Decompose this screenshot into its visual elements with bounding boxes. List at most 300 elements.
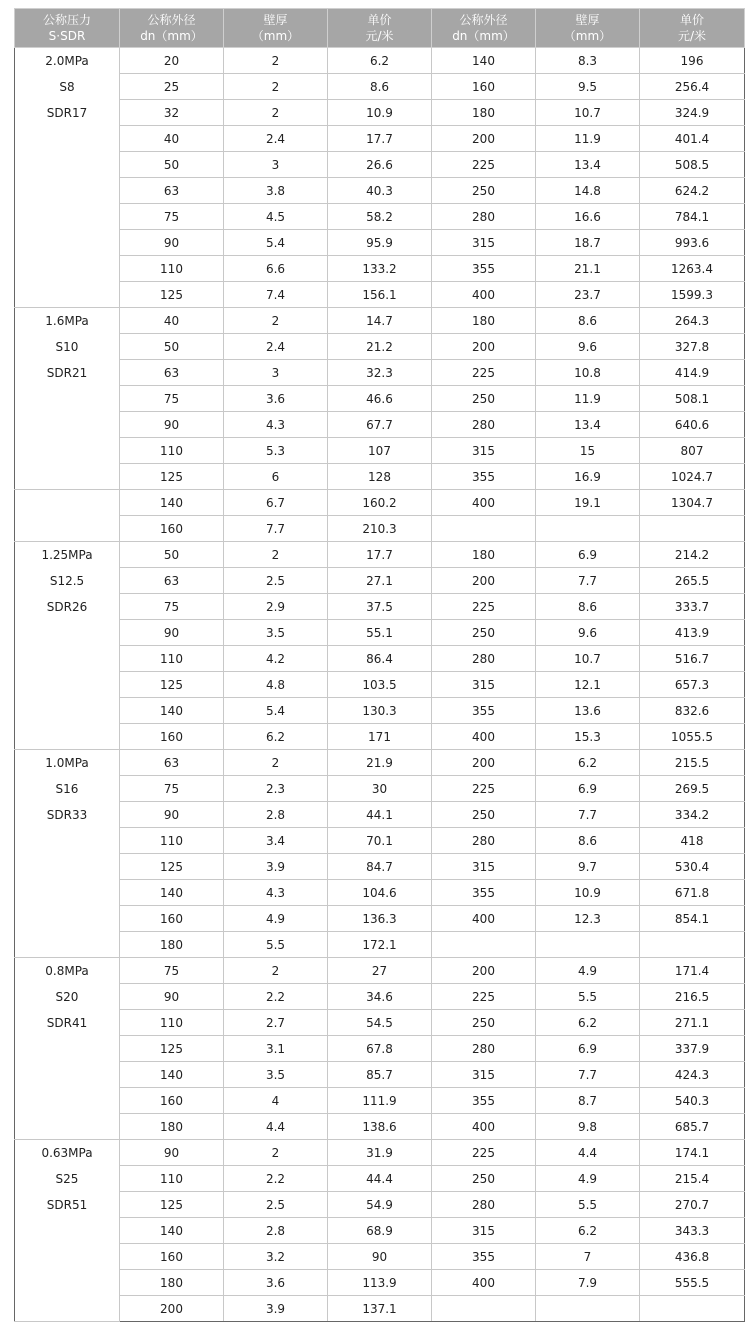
unit-price-cell: 111.9: [328, 1088, 432, 1114]
unit-price-cell-2: 196: [640, 48, 745, 74]
table-row: [15, 204, 745, 230]
table-row: [15, 178, 745, 204]
unit-price-cell-2: 215.5: [640, 750, 745, 776]
table-row: [15, 1088, 745, 1114]
outer-diameter-cell: 50: [120, 542, 224, 568]
outer-diameter-cell: 160: [120, 516, 224, 542]
table-row: [15, 360, 745, 386]
unit-price-cell: 85.7: [328, 1062, 432, 1088]
outer-diameter-cell-2: 400: [432, 1114, 536, 1140]
pressure-group-cell: [15, 750, 120, 958]
unit-price-cell: 54.5: [328, 1010, 432, 1036]
unit-price-cell-2: 265.5: [640, 568, 745, 594]
wall-thickness-cell: 2: [224, 958, 328, 984]
wall-thickness-cell-2: 18.7: [536, 230, 640, 256]
outer-diameter-cell: 90: [120, 412, 224, 438]
unit-price-cell: 26.6: [328, 152, 432, 178]
table-row: [15, 776, 745, 802]
pressure-group-label-line: 0.63MPa: [41, 1146, 93, 1160]
wall-thickness-cell: 2.4: [224, 126, 328, 152]
wall-thickness-cell: 3.2: [224, 1244, 328, 1270]
wall-thickness-cell-2: 5.5: [536, 984, 640, 1010]
unit-price-cell-2: 324.9: [640, 100, 745, 126]
wall-thickness-cell-2: 10.9: [536, 880, 640, 906]
table-row: [15, 1218, 745, 1244]
outer-diameter-cell-2: 400: [432, 724, 536, 750]
outer-diameter-cell-2: 280: [432, 1192, 536, 1218]
unit-price-cell-2: 214.2: [640, 542, 745, 568]
wall-thickness-cell: 3.6: [224, 1270, 328, 1296]
unit-price-cell: 172.1: [328, 932, 432, 958]
wall-thickness-cell: 4.4: [224, 1114, 328, 1140]
outer-diameter-cell-2: 250: [432, 386, 536, 412]
unit-price-cell-2: 264.3: [640, 308, 745, 334]
pressure-group-label-line: S12.5: [49, 574, 85, 588]
unit-price-cell: 44.4: [328, 1166, 432, 1192]
pressure-group-label-line: S16: [55, 782, 79, 796]
outer-diameter-cell-2: 225: [432, 360, 536, 386]
unit-price-cell-2: 624.2: [640, 178, 745, 204]
unit-price-cell-2: 414.9: [640, 360, 745, 386]
unit-price-cell-2: 271.1: [640, 1010, 745, 1036]
pressure-group-cell: [15, 490, 120, 542]
wall-thickness-cell: 4.5: [224, 204, 328, 230]
wall-thickness-cell-2: 9.6: [536, 334, 640, 360]
unit-price-cell: 30: [328, 776, 432, 802]
table-row: [15, 828, 745, 854]
outer-diameter-cell-2: 280: [432, 412, 536, 438]
unit-price-cell: 84.7: [328, 854, 432, 880]
outer-diameter-cell-2: 180: [432, 100, 536, 126]
wall-thickness-cell-2: 6.9: [536, 776, 640, 802]
wall-thickness-cell-2: 7.9: [536, 1270, 640, 1296]
pressure-group-label-line: 2.0MPa: [45, 54, 89, 68]
outer-diameter-cell: 75: [120, 776, 224, 802]
outer-diameter-cell: 32: [120, 100, 224, 126]
outer-diameter-cell-2: 315: [432, 854, 536, 880]
wall-thickness-cell-2: 7.7: [536, 568, 640, 594]
wall-thickness-cell-2: 6.9: [536, 542, 640, 568]
unit-price-cell-2: 216.5: [640, 984, 745, 1010]
wall-thickness-cell-2: 13.6: [536, 698, 640, 724]
unit-price-cell-2: 555.5: [640, 1270, 745, 1296]
wall-thickness-cell: 4.3: [224, 880, 328, 906]
outer-diameter-cell: 125: [120, 1036, 224, 1062]
pressure-group-label-line: SDR26: [46, 600, 88, 614]
wall-thickness-cell: 6.6: [224, 256, 328, 282]
unit-price-cell-2: 1024.7: [640, 464, 745, 490]
outer-diameter-cell: 160: [120, 1088, 224, 1114]
pipe-price-table: [14, 8, 745, 1322]
wall-thickness-cell: 2.2: [224, 984, 328, 1010]
wall-thickness-cell-2: 7.7: [536, 1062, 640, 1088]
table-row: [15, 412, 745, 438]
unit-price-cell-2: 1599.3: [640, 282, 745, 308]
unit-price-cell: 40.3: [328, 178, 432, 204]
wall-thickness-cell-2: [536, 932, 640, 958]
table-row: [15, 1140, 745, 1166]
unit-price-cell-2: 530.4: [640, 854, 745, 880]
wall-thickness-cell: 3.6: [224, 386, 328, 412]
table-row: [15, 1270, 745, 1296]
wall-thickness-cell-2: 8.3: [536, 48, 640, 74]
wall-thickness-cell-2: 7.7: [536, 802, 640, 828]
unit-price-cell: 107: [328, 438, 432, 464]
wall-thickness-cell-2: 16.6: [536, 204, 640, 230]
wall-thickness-cell-2: 4.4: [536, 1140, 640, 1166]
wall-thickness-cell-2: 10.8: [536, 360, 640, 386]
unit-price-cell: 32.3: [328, 360, 432, 386]
wall-thickness-cell-2: 19.1: [536, 490, 640, 516]
wall-thickness-cell: 2.3: [224, 776, 328, 802]
wall-thickness-cell-2: 8.7: [536, 1088, 640, 1114]
pressure-group-cell: [15, 308, 120, 490]
unit-price-cell-2: 807: [640, 438, 745, 464]
pressure-group-label-line: S20: [55, 990, 79, 1004]
wall-thickness-cell-2: 11.9: [536, 126, 640, 152]
unit-price-cell-2: 418: [640, 828, 745, 854]
outer-diameter-cell: 125: [120, 282, 224, 308]
wall-thickness-cell: 2.7: [224, 1010, 328, 1036]
wall-thickness-cell-2: 6.2: [536, 1218, 640, 1244]
unit-price-cell: 17.7: [328, 542, 432, 568]
pressure-group-cell: [15, 48, 120, 308]
wall-thickness-cell: 6: [224, 464, 328, 490]
pressure-group-label-line: SDR41: [46, 1016, 88, 1030]
wall-thickness-cell: 3.9: [224, 1296, 328, 1322]
unit-price-cell-2: 413.9: [640, 620, 745, 646]
pressure-group-label-line: 1.0MPa: [45, 756, 89, 770]
outer-diameter-cell: 75: [120, 594, 224, 620]
wall-thickness-cell-2: 14.8: [536, 178, 640, 204]
table-row: [15, 906, 745, 932]
outer-diameter-cell: 125: [120, 672, 224, 698]
outer-diameter-cell-2: 200: [432, 126, 536, 152]
unit-price-cell-2: 685.7: [640, 1114, 745, 1140]
wall-thickness-cell-2: 9.6: [536, 620, 640, 646]
wall-thickness-cell: 5.3: [224, 438, 328, 464]
outer-diameter-cell: 63: [120, 360, 224, 386]
wall-thickness-cell-2: 4.9: [536, 958, 640, 984]
wall-thickness-cell-2: 16.9: [536, 464, 640, 490]
wall-thickness-cell: 7.7: [224, 516, 328, 542]
unit-price-cell: 133.2: [328, 256, 432, 282]
outer-diameter-cell: 75: [120, 958, 224, 984]
wall-thickness-cell-2: 13.4: [536, 152, 640, 178]
unit-price-cell: 37.5: [328, 594, 432, 620]
wall-thickness-cell-2: 8.6: [536, 308, 640, 334]
table-row: [15, 438, 745, 464]
unit-price-cell: 70.1: [328, 828, 432, 854]
table-row: [15, 256, 745, 282]
wall-thickness-cell: 2: [224, 542, 328, 568]
unit-price-cell-2: [640, 932, 745, 958]
outer-diameter-cell: 180: [120, 1114, 224, 1140]
table-row: [15, 308, 745, 334]
unit-price-cell: 58.2: [328, 204, 432, 230]
unit-price-cell: 55.1: [328, 620, 432, 646]
wall-thickness-cell: 2: [224, 48, 328, 74]
header-outer-diameter-2: 公称外径 dn（mm）: [432, 9, 536, 48]
outer-diameter-cell-2: [432, 1296, 536, 1322]
wall-thickness-cell: 4.3: [224, 412, 328, 438]
outer-diameter-cell: 140: [120, 698, 224, 724]
wall-thickness-cell: 2.4: [224, 334, 328, 360]
unit-price-cell: 44.1: [328, 802, 432, 828]
outer-diameter-cell-2: 250: [432, 802, 536, 828]
wall-thickness-cell: 2: [224, 308, 328, 334]
unit-price-cell: 34.6: [328, 984, 432, 1010]
unit-price-cell: 130.3: [328, 698, 432, 724]
wall-thickness-cell: 3.5: [224, 1062, 328, 1088]
unit-price-cell-2: 171.4: [640, 958, 745, 984]
outer-diameter-cell-2: 355: [432, 698, 536, 724]
wall-thickness-cell: 4.8: [224, 672, 328, 698]
table-row: [15, 464, 745, 490]
wall-thickness-cell-2: 12.1: [536, 672, 640, 698]
table-row: [15, 802, 745, 828]
unit-price-cell: 104.6: [328, 880, 432, 906]
wall-thickness-cell: 3.8: [224, 178, 328, 204]
outer-diameter-cell-2: 250: [432, 178, 536, 204]
outer-diameter-cell-2: 355: [432, 256, 536, 282]
wall-thickness-cell-2: 6.2: [536, 1010, 640, 1036]
table-row: [15, 516, 745, 542]
pressure-group-label-line: S10: [55, 340, 79, 354]
outer-diameter-cell: 20: [120, 48, 224, 74]
unit-price-cell: 21.9: [328, 750, 432, 776]
unit-price-cell: 17.7: [328, 126, 432, 152]
outer-diameter-cell: 90: [120, 984, 224, 1010]
outer-diameter-cell-2: 225: [432, 1140, 536, 1166]
outer-diameter-cell: 160: [120, 1244, 224, 1270]
outer-diameter-cell-2: 280: [432, 828, 536, 854]
outer-diameter-cell-2: 200: [432, 568, 536, 594]
wall-thickness-cell: 3.5: [224, 620, 328, 646]
pressure-group-label-line: 0.8MPa: [45, 964, 89, 978]
wall-thickness-cell: 2.5: [224, 568, 328, 594]
unit-price-cell-2: 540.3: [640, 1088, 745, 1114]
wall-thickness-cell-2: 9.5: [536, 74, 640, 100]
table-row: [15, 490, 745, 516]
wall-thickness-cell: 2: [224, 750, 328, 776]
unit-price-cell: 210.3: [328, 516, 432, 542]
unit-price-cell: 54.9: [328, 1192, 432, 1218]
unit-price-cell-2: 401.4: [640, 126, 745, 152]
unit-price-cell-2: 174.1: [640, 1140, 745, 1166]
unit-price-cell: 90: [328, 1244, 432, 1270]
unit-price-cell: 68.9: [328, 1218, 432, 1244]
outer-diameter-cell-2: 225: [432, 776, 536, 802]
wall-thickness-cell-2: 7: [536, 1244, 640, 1270]
pressure-group-label-line: 1.25MPa: [41, 548, 93, 562]
outer-diameter-cell-2: 315: [432, 1218, 536, 1244]
unit-price-cell-2: 436.8: [640, 1244, 745, 1270]
table-row: [15, 880, 745, 906]
wall-thickness-cell-2: 10.7: [536, 100, 640, 126]
outer-diameter-cell: 160: [120, 906, 224, 932]
table-row: [15, 152, 745, 178]
unit-price-cell: 21.2: [328, 334, 432, 360]
header-unit-price: 单价 元/米: [328, 9, 432, 48]
outer-diameter-cell-2: 140: [432, 48, 536, 74]
wall-thickness-cell-2: 9.7: [536, 854, 640, 880]
wall-thickness-cell-2: 6.2: [536, 750, 640, 776]
outer-diameter-cell: 110: [120, 828, 224, 854]
unit-price-cell-2: 854.1: [640, 906, 745, 932]
unit-price-cell: 8.6: [328, 74, 432, 100]
pressure-group-label-line: SDR33: [46, 808, 88, 822]
pressure-group-cell: [15, 1140, 120, 1322]
outer-diameter-cell: 63: [120, 178, 224, 204]
wall-thickness-cell-2: 23.7: [536, 282, 640, 308]
unit-price-cell: 6.2: [328, 48, 432, 74]
wall-thickness-cell: 2.5: [224, 1192, 328, 1218]
table-row: [15, 1062, 745, 1088]
outer-diameter-cell: 200: [120, 1296, 224, 1322]
wall-thickness-cell-2: 15: [536, 438, 640, 464]
outer-diameter-cell: 140: [120, 1218, 224, 1244]
wall-thickness-cell-2: 15.3: [536, 724, 640, 750]
unit-price-cell-2: 832.6: [640, 698, 745, 724]
outer-diameter-cell: 180: [120, 1270, 224, 1296]
table-row: [15, 1036, 745, 1062]
header-wall-thickness: 壁厚 （mm）: [224, 9, 328, 48]
outer-diameter-cell-2: 400: [432, 490, 536, 516]
outer-diameter-cell-2: 250: [432, 620, 536, 646]
wall-thickness-cell-2: 10.7: [536, 646, 640, 672]
unit-price-cell: 27: [328, 958, 432, 984]
wall-thickness-cell-2: 8.6: [536, 594, 640, 620]
wall-thickness-cell: 5.4: [224, 698, 328, 724]
outer-diameter-cell: 25: [120, 74, 224, 100]
outer-diameter-cell-2: 180: [432, 542, 536, 568]
outer-diameter-cell: 180: [120, 932, 224, 958]
table-row: [15, 646, 745, 672]
table-row: [15, 698, 745, 724]
pressure-group-label-line: SDR21: [46, 366, 88, 380]
unit-price-cell: 137.1: [328, 1296, 432, 1322]
wall-thickness-cell: 4.2: [224, 646, 328, 672]
outer-diameter-cell: 90: [120, 230, 224, 256]
wall-thickness-cell-2: [536, 516, 640, 542]
unit-price-cell: 86.4: [328, 646, 432, 672]
outer-diameter-cell-2: 250: [432, 1010, 536, 1036]
outer-diameter-cell: 90: [120, 802, 224, 828]
wall-thickness-cell: 2: [224, 1140, 328, 1166]
unit-price-cell-2: 333.7: [640, 594, 745, 620]
wall-thickness-cell: 3: [224, 152, 328, 178]
unit-price-cell-2: [640, 1296, 745, 1322]
outer-diameter-cell-2: [432, 516, 536, 542]
outer-diameter-cell: 50: [120, 152, 224, 178]
pressure-group-label-line: S25: [55, 1172, 79, 1186]
outer-diameter-cell: 125: [120, 1192, 224, 1218]
wall-thickness-cell: 3.9: [224, 854, 328, 880]
unit-price-cell-2: 327.8: [640, 334, 745, 360]
unit-price-cell-2: 343.3: [640, 1218, 745, 1244]
unit-price-cell: 113.9: [328, 1270, 432, 1296]
table-row: [15, 854, 745, 880]
table-row: [15, 724, 745, 750]
table-row: [15, 620, 745, 646]
outer-diameter-cell-2: 225: [432, 594, 536, 620]
wall-thickness-cell: 2.2: [224, 1166, 328, 1192]
unit-price-cell-2: 640.6: [640, 412, 745, 438]
unit-price-cell: 138.6: [328, 1114, 432, 1140]
unit-price-cell: 171: [328, 724, 432, 750]
unit-price-cell-2: 215.4: [640, 1166, 745, 1192]
outer-diameter-cell: 110: [120, 1166, 224, 1192]
outer-diameter-cell-2: 250: [432, 1166, 536, 1192]
wall-thickness-cell: 2: [224, 74, 328, 100]
outer-diameter-cell-2: 225: [432, 152, 536, 178]
unit-price-cell-2: 334.2: [640, 802, 745, 828]
table-row: [15, 282, 745, 308]
wall-thickness-cell: 3: [224, 360, 328, 386]
wall-thickness-cell-2: 12.3: [536, 906, 640, 932]
table-row: [15, 1296, 745, 1322]
outer-diameter-cell: 40: [120, 308, 224, 334]
unit-price-cell-2: [640, 516, 745, 542]
wall-thickness-cell: 5.5: [224, 932, 328, 958]
wall-thickness-cell-2: 4.9: [536, 1166, 640, 1192]
unit-price-cell: 67.7: [328, 412, 432, 438]
outer-diameter-cell: 140: [120, 1062, 224, 1088]
unit-price-cell-2: 1263.4: [640, 256, 745, 282]
unit-price-cell: 46.6: [328, 386, 432, 412]
header-outer-diameter: 公称外径 dn（mm）: [120, 9, 224, 48]
outer-diameter-cell-2: 200: [432, 750, 536, 776]
table-row: [15, 386, 745, 412]
pressure-group-label-line: SDR51: [46, 1198, 88, 1212]
outer-diameter-cell: 75: [120, 386, 224, 412]
outer-diameter-cell-2: 200: [432, 958, 536, 984]
table-row: [15, 334, 745, 360]
outer-diameter-cell-2: 400: [432, 1270, 536, 1296]
wall-thickness-cell: 4: [224, 1088, 328, 1114]
wall-thickness-cell-2: 21.1: [536, 256, 640, 282]
wall-thickness-cell: 2.9: [224, 594, 328, 620]
outer-diameter-cell: 63: [120, 750, 224, 776]
wall-thickness-cell-2: 8.6: [536, 828, 640, 854]
table-row: [15, 542, 745, 568]
outer-diameter-cell: 160: [120, 724, 224, 750]
table-row: [15, 750, 745, 776]
unit-price-cell-2: 516.7: [640, 646, 745, 672]
table-row: [15, 1244, 745, 1270]
unit-price-cell-2: 671.8: [640, 880, 745, 906]
wall-thickness-cell: 6.7: [224, 490, 328, 516]
outer-diameter-cell-2: 400: [432, 906, 536, 932]
outer-diameter-cell-2: 315: [432, 438, 536, 464]
header-wall-thickness-2: 壁厚 （mm）: [536, 9, 640, 48]
unit-price-cell: 103.5: [328, 672, 432, 698]
outer-diameter-cell-2: 355: [432, 880, 536, 906]
wall-thickness-cell-2: 5.5: [536, 1192, 640, 1218]
unit-price-cell-2: 784.1: [640, 204, 745, 230]
table-row: [15, 230, 745, 256]
table-row: [15, 1192, 745, 1218]
outer-diameter-cell-2: 225: [432, 984, 536, 1010]
unit-price-cell: 136.3: [328, 906, 432, 932]
wall-thickness-cell-2: 6.9: [536, 1036, 640, 1062]
unit-price-cell: 128: [328, 464, 432, 490]
unit-price-cell-2: 270.7: [640, 1192, 745, 1218]
wall-thickness-cell-2: 13.4: [536, 412, 640, 438]
header-pressure-rating: 公称压力 S·SDR: [15, 9, 120, 48]
outer-diameter-cell: 75: [120, 204, 224, 230]
